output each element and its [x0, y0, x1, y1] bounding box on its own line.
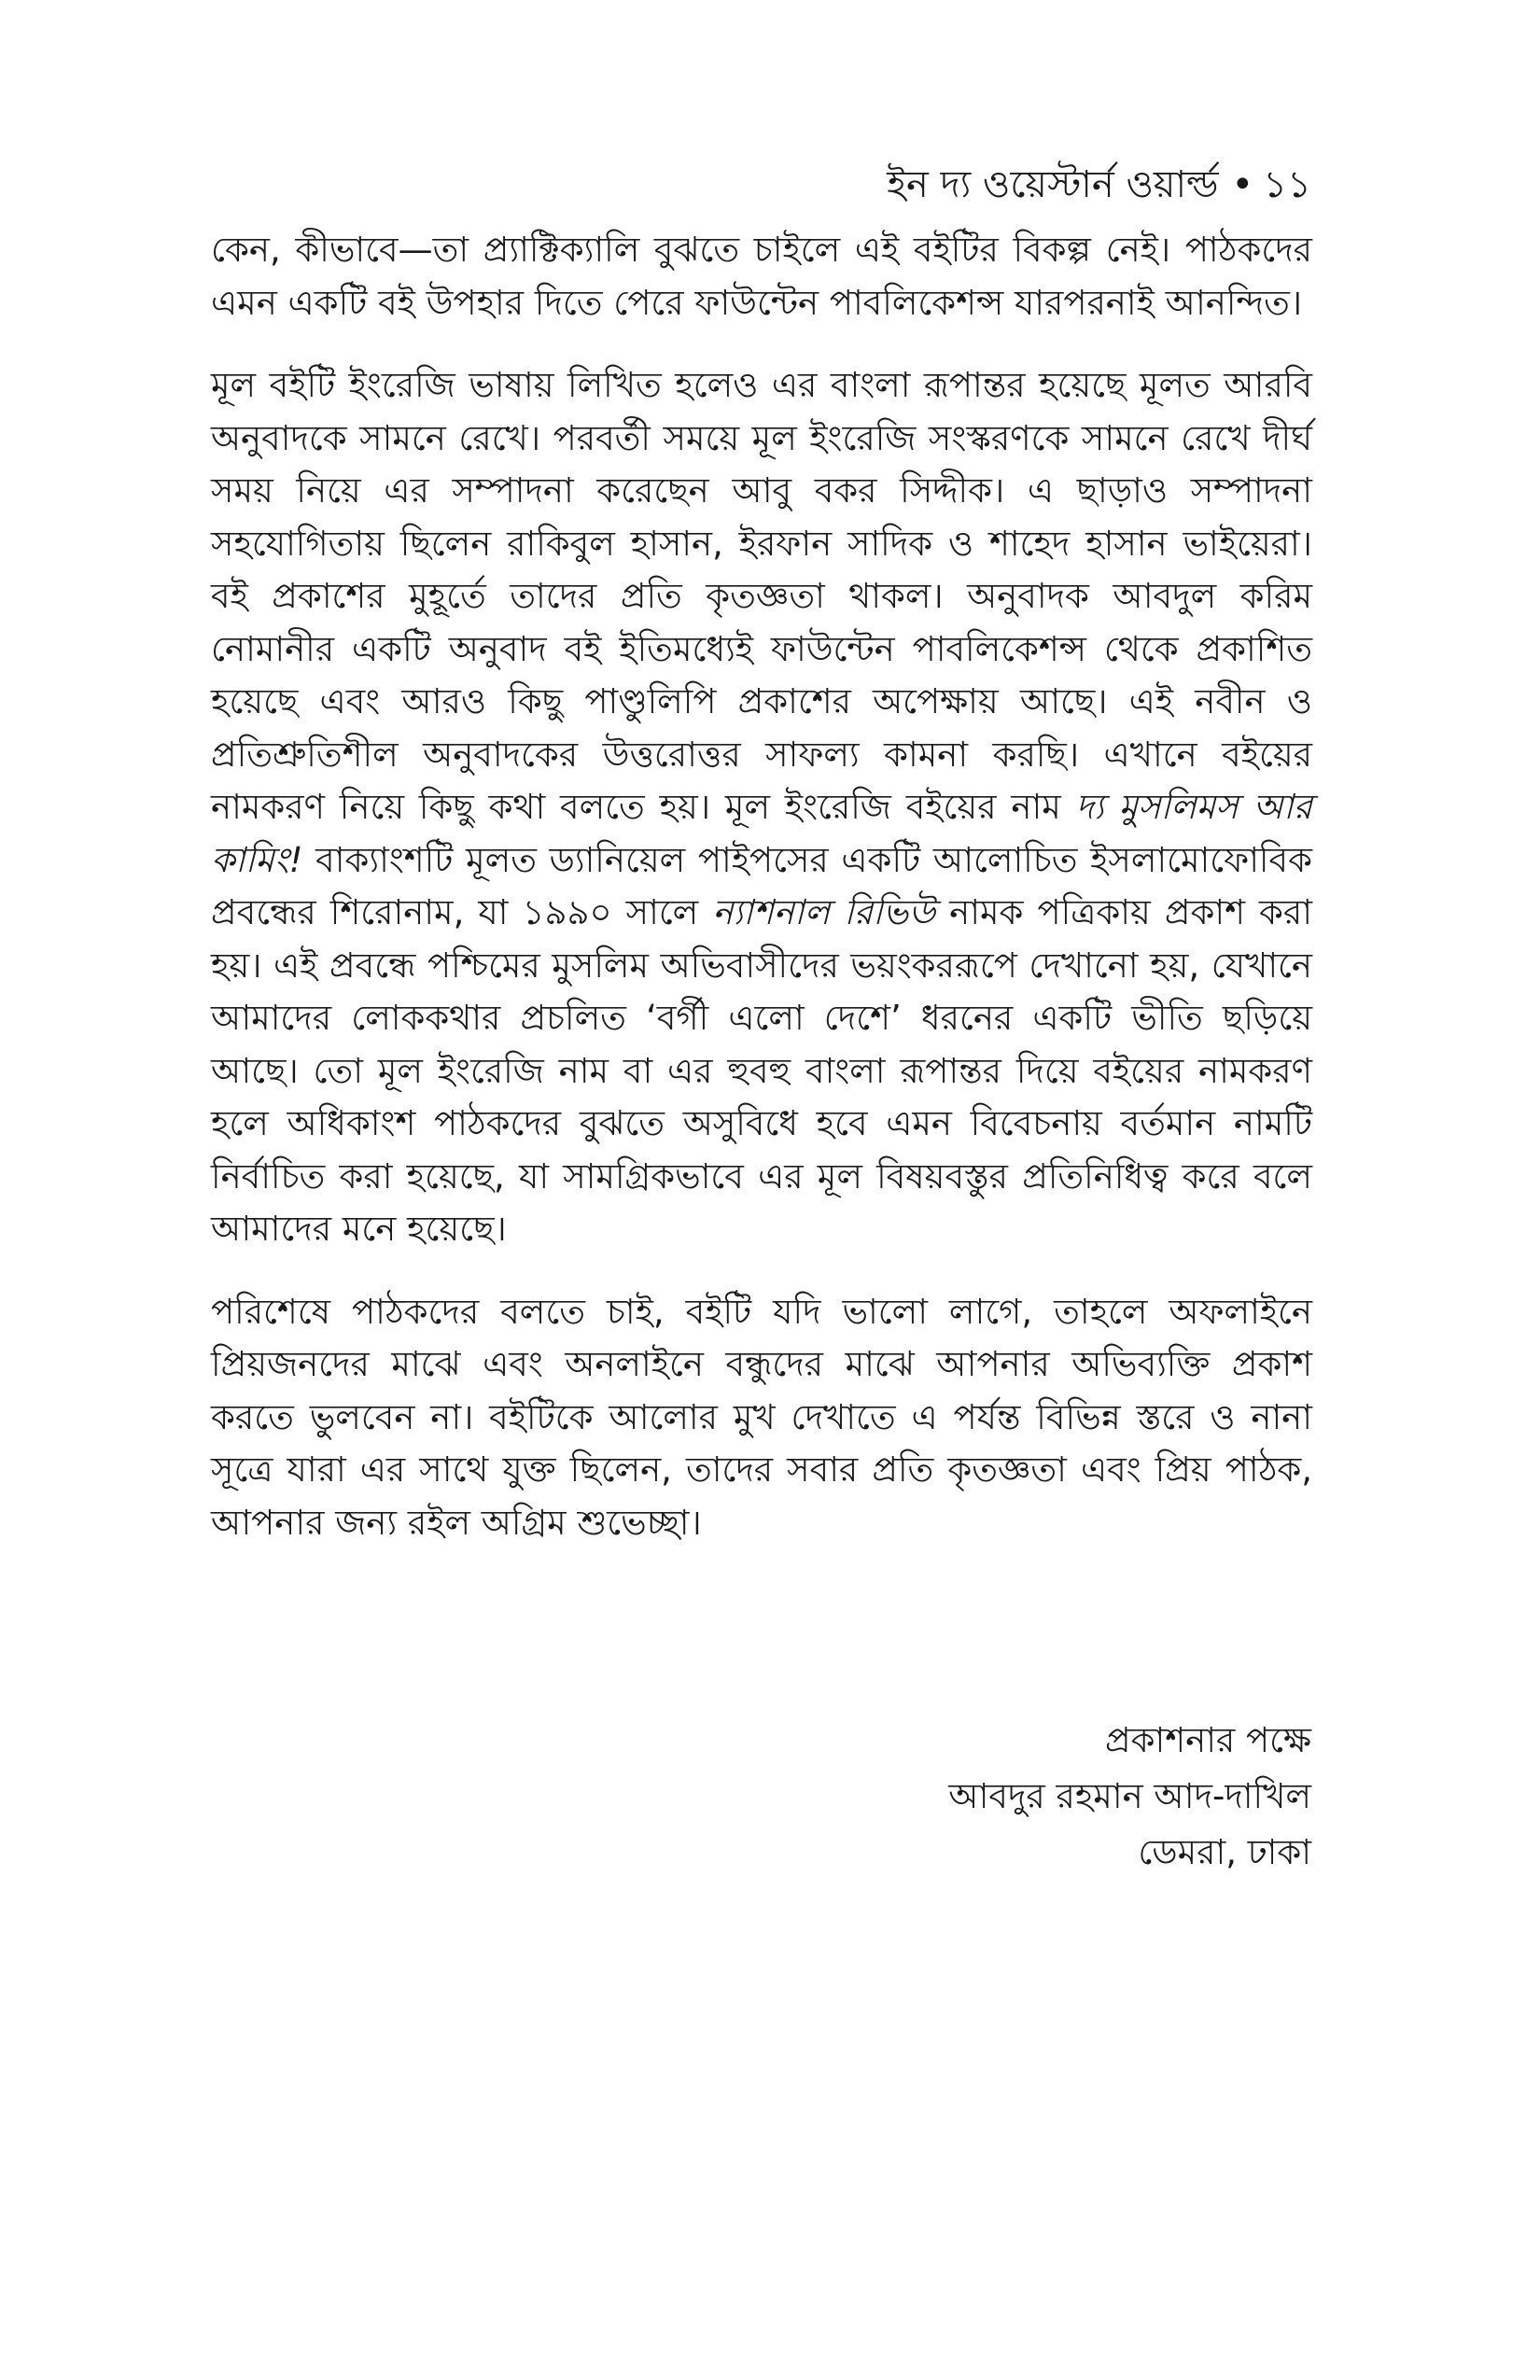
magazine-title: ন্যাশনাল রিভিউ: [712, 892, 936, 932]
original-book-title: দ্য মুসলিমস আর কামিং!: [211, 787, 1312, 880]
paragraph-2: [211, 359, 1312, 1256]
paragraph-2-part-2: বাক্যাংশটি মূলত ড্যানিয়েল পাইপসের একটি আলোচিত ইসলামোফোবিক প্রবন্ধের শিরোনাম, যা ১৯৯০ সালে: [211, 839, 1312, 932]
signature-name: আবদুর রহমান আদ-দাখিল: [948, 1776, 1311, 1816]
signature-location: ডেমরা, ঢাকা: [1138, 1832, 1311, 1872]
running-header: [887, 159, 1311, 211]
paragraph-2-part-1: মূল বইটি ইংরেজি ভাষায় লিখিত হলেও এর বাংলা রূপান্তর হয়েছে মূলত আরবি অনুবাদকে সামনে রেখে। পরবর্তী সময়ে মূল ইংরেজি সংস্করণকে সামনে রেখে দীর্ঘ সময় নিয়ে এর সম্পাদনা করেছেন আবু বকর সিদ্দীক। এ ছাড়াও সম্পাদনা সহযোগিতায় ছিলেন রাকিবুল হাসান, ইরফান সাদিক ও শাহেদ হাসান ভাইয়েরা। বই প্রকাশের মুহূর্তে তাদের প্রতি কৃতজ্ঞতা থাকল। অনুবাদক আবদুল করিম নোমানীর একটি অনুবাদ বই ইতিমধ্যেই ফাউন্টেন পাবলিকেশন্স থেকে প্রকাশিত হয়েছে এবং আরও কিছু পাণ্ডুলিপি প্রকাশের অপেক্ষায় আছে। এই নবীন ও প্রতিশ্রুতিশীল অনুবাদকের উত্তরোত্তর সাফল্য কামনা করছি। এখানে বইয়ের নামকরণ নিয়ে কিছু কথা বলতে হয়। মূল ইংরেজি বইয়ের নাম: [211, 365, 1313, 827]
book-title: ইন দ্য ওয়েস্টার্ন ওয়ার্ল্ড: [887, 163, 1219, 206]
header-separator: •: [1231, 163, 1254, 206]
signature-block: [948, 1713, 1311, 1881]
page-number: ১১: [1263, 163, 1311, 206]
body-text: [211, 224, 1312, 1579]
paragraph-2-part-3: নামক পত্রিকায় প্রকাশ করা হয়। এই প্রবন্ধে পশ্চিমের মুসলিম অভিবাসীদের ভয়ংকররূপে দেখানো হয়, যেখানে আমাদের লোককথার প্রচলিত ‘বর্গী এলো দেশে’ ধরনের একটি ভীতি ছড়িয়ে আছে। তো মূল ইংরেজি নাম বা এর হুবহু বাংলা রূপান্তর দিয়ে বইয়ের নামকরণ হলে অধিকাংশ পাঠকদের বুঝতে অসুবিধে হবে এমন বিবেচনায় বর্তমান নামটি নির্বাচিত করা হয়েছে, যা সামগ্রিকভাবে এর মূল বিষয়বস্তুর প্রতিনিধিত্ব করে বলে আমাদের মনে হয়েছে।: [211, 892, 1312, 1249]
paragraph-3: পরিশেষে পাঠকদের বলতে চাই, বইটি যদি ভালো লাগে, তাহলে অফলাইনে প্রিয়জনদের মাঝে এবং অনলাইনে বন্ধুদের মাঝে আপনার অভিব্যক্তি প্রকাশ করতে ভুলবেন না। বইটিকে আলোর মুখ দেখাতে এ পর্যন্ত বিভিন্ন স্তরে ও নানা সূত্রে যারা এর সাথে যুক্ত ছিলেন, তাদের সবার প্রতি কৃতজ্ঞতা এবং প্রিয় পাঠক, আপনার জন্য রইল অগ্রিম শুভেচ্ছা।: [211, 1291, 1312, 1543]
paragraph-1: কেন, কীভাবে—তা প্র্যাক্টিক্যালি বুঝতে চাইলে এই বইটির বিকল্প নেই। পাঠকদের এমন একটি বই উপহার দিতে পেরে ফাউন্টেন পাবলিকেশন্স যারপরনাই আনন্দিত।: [211, 230, 1312, 323]
signature-on-behalf: প্রকাশনার পক্ষে: [1104, 1720, 1311, 1760]
